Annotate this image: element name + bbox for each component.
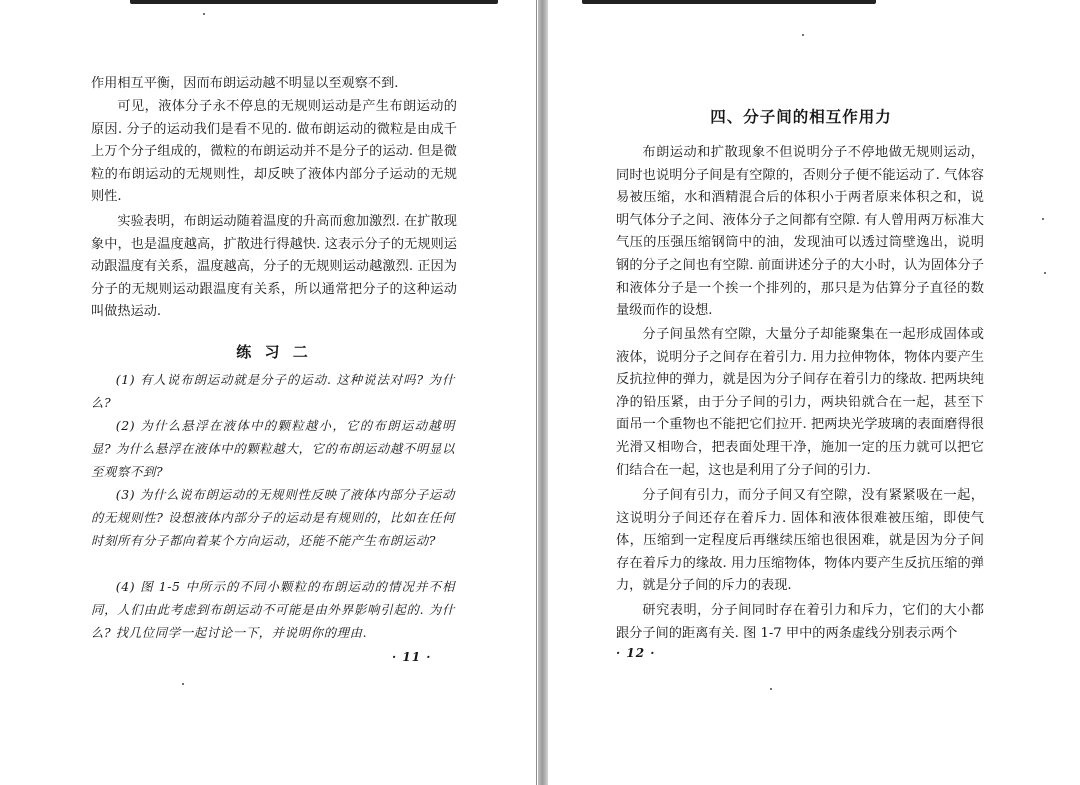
exercise-item: (4) 图 1-5 中所示的不同小颗粒的布朗运动的情况并不相同，人们由此考虑到布朗运动不可能是由外界影响引起的. 为什么? 找几位同学一起讨论一下，并说明你的理由. <box>91 579 455 640</box>
section-title: 四、分子间的相互作用力 <box>710 107 892 126</box>
page-top-edge <box>582 0 876 4</box>
paragraph: 实验表明，布朗运动随着温度的升高而愈加激烈. 在扩散现象中，也是温度越高，扩散进行得越快. 这表示分子的无规则运动跟温度有关系，温度越高，分子的无规则运动越激烈. 正因为分子的无规则运动跟温度有关系，所以通常把分子的这种运动叫做热运动. <box>91 214 457 320</box>
scan-speck <box>1044 272 1046 274</box>
exercise-item: (1) 有人说布朗运动就是分子的运动. 这种说法对吗? 为什么? <box>91 372 455 410</box>
exercise-item: (2) 为什么悬浮在液体中的颗粒越小，它的布朗运动越明显? 为什么悬浮在液体中的颗粒越大，它的布朗运动越不明显以至观察不到? <box>91 418 455 479</box>
scan-speck <box>1042 218 1044 220</box>
page-number: · 11 · <box>392 650 432 664</box>
scan-speck <box>802 34 804 36</box>
scan-speck <box>770 688 772 690</box>
exercise-item: (3) 为什么说布朗运动的无规则性反映了液体内部分子运动的无规则性? 设想液体内部分子的运动是有规则的，比如在任何时刻所有分子都向着某个方向运动，还能不能产生布朗运动? <box>91 487 455 548</box>
page-gutter <box>538 0 548 785</box>
paragraph: 分子间虽然有空隙，大量分子却能聚集在一起形成固体或液体，说明分子之间存在着引力. 用力拉伸物体，物体内要产生反抗拉伸的弹力，就是因为分子间存在着引力的缘故. 把两块纯净的铅压紧，由于分子间的引力，两块铅就合在一起，甚至下面吊一个重物也不能把它们拉开. 把两块光学玻璃的表面磨得很光滑又相吻合，把表面处理干净，施加一定的压力就可以把它们结合在一起，这也是利用了分子间的引力. <box>616 327 984 478</box>
paragraph: 分子间有引力，而分子间又有空隙，没有紧紧吸在一起，这说明分子间还存在着斥力. 固体和液体很难被压缩，即使气体，压缩到一定程度后再继续压缩也很困难，就是因为分子间存在着斥力的缘故. 用力压缩物体，物体内要产生反抗压缩的弹力，就是分子间的斥力的表现. <box>616 488 984 594</box>
page-gutter-line <box>536 0 537 785</box>
paragraph: 作用相互平衡，因而布朗运动越不明显以至观察不到. <box>91 76 399 91</box>
paragraph: 研究表明，分子间同时存在着引力和斥力，它们的大小都跟分子间的距离有关. 图 1-7 甲中的两条虚线分别表示两个 <box>616 603 984 641</box>
page-number: · 12 · <box>616 646 656 660</box>
page-top-edge <box>130 0 498 4</box>
paragraph: 布朗运动和扩散现象不但说明分子不停地做无规则运动，同时也说明分子间是有空隙的，否则分子便不能运动了. 气体容易被压缩，水和酒精混合后的体积小于两者原来体积之和，说明气体分子之间、液体分子之间都有空隙. 有人曾用两万标准大气压的压强压缩钢筒中的油，发现油可以透过筒壁逸出，说明钢的分子之间也有空隙. 前面讲述分子的大小时，认为固体分子和液体分子是一个挨一个排列的，那只是为估算分子直径的数量级而作的设想. <box>616 145 984 319</box>
paragraph: 可见，液体分子永不停息的无规则运动是产生布朗运动的原因. 分子的运动我们是看不见的. 做布朗运动的微粒是由成千上万个分子组成的，微粒的布朗运动并不是分子的运动. 但是微粒的布朗运动的无规则性，却反映了液体内部分子运动的无规则性. <box>91 99 457 205</box>
right-page <box>548 0 1080 785</box>
scan-speck <box>182 683 184 685</box>
exercise-title: 练 习 二 <box>236 343 312 361</box>
scan-speck <box>203 13 205 15</box>
